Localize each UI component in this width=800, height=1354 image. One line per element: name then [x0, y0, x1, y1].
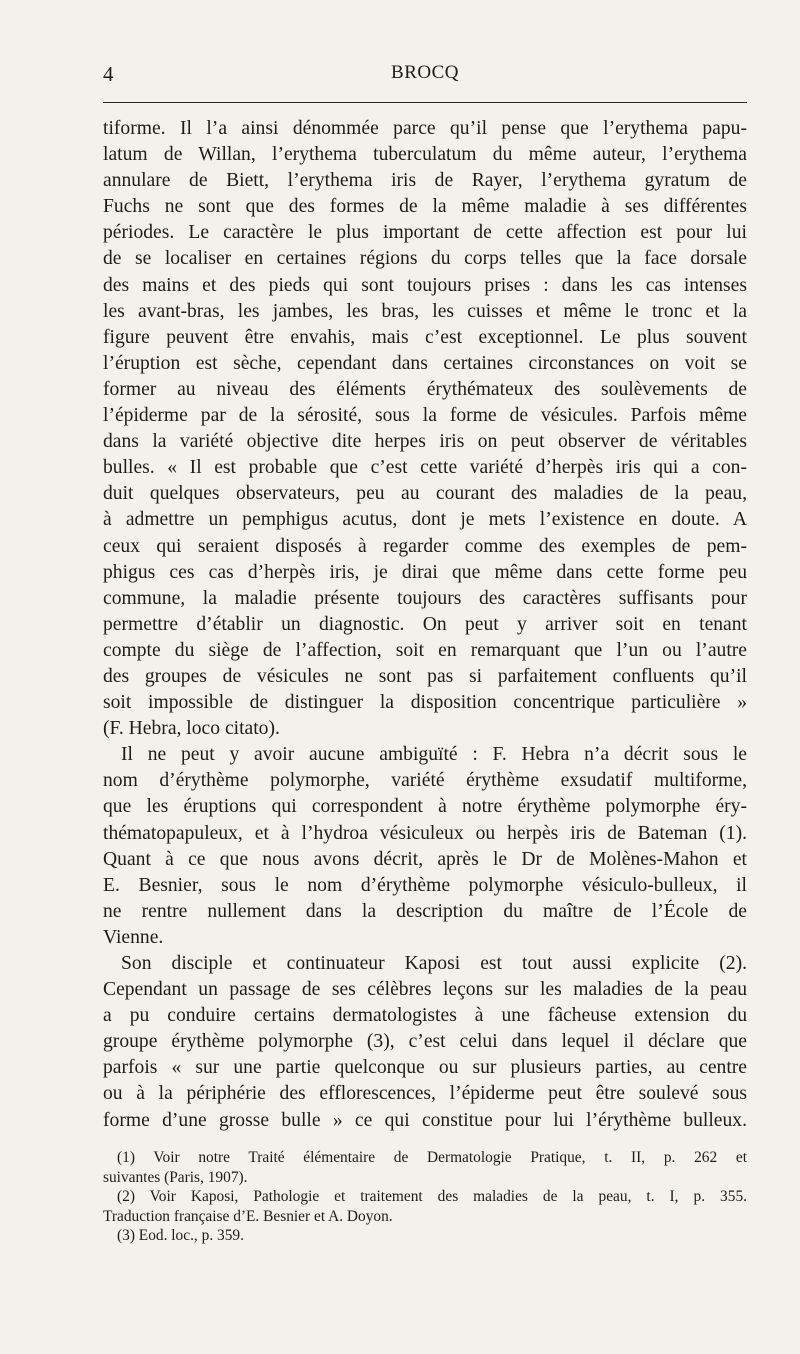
- text-line: l’épiderme par de la sérosité, sous la forme de vésicules. Parfois même: [103, 405, 747, 427]
- text-line: à admettre un pemphigus acutus, dont je mets l’existence en doute. A: [103, 509, 747, 531]
- text-line: l’éruption est sèche, cependant dans certaines circonstances on voit se: [103, 352, 747, 374]
- text-line: permettre d’établir un diagnostic. On peut y arriver soit en tenant: [103, 613, 747, 635]
- footnote-line: Traduction française d’E. Besnier et A. Doyon.: [103, 1207, 393, 1225]
- text-line: Son disciple et continuateur Kaposi est tout aussi explicite (2).: [121, 953, 747, 974]
- text-line: commune, la maladie présente toujours des caractères suffisants pour: [103, 587, 747, 609]
- text-line: soit impossible de distinguer la disposition concentrique particulière »: [103, 692, 747, 714]
- text-line: périodes. Le caractère le plus important de cette affection est pour lui: [103, 222, 747, 244]
- text-line: que les éruptions qui correspondent à notre érythème polymorphe éry-: [103, 796, 747, 818]
- text-line: Quant à ce que nous avons décrit, après le Dr de Molènes-Mahon et: [103, 848, 747, 870]
- text-line: ceux qui seraient disposés à regarder comme des exemples de pem-: [103, 535, 747, 557]
- text-line: ne rentre nullement dans la description du maître de l’École de: [103, 900, 747, 922]
- footnote-line: (1) Voir notre Traité élémentaire de Dermatologie Pratique, t. II, p. 262 et: [117, 1149, 747, 1166]
- text-line: annulare de Biett, l’erythema iris de Rayer, l’erythema gyratum de: [103, 170, 747, 192]
- text-line: a pu conduire certains dermatologistes à une fâcheuse extension du: [103, 1005, 747, 1027]
- text-line: phigus ces cas d’herpès iris, je dirai que même dans cette forme peu: [103, 561, 747, 583]
- text-line: des groupes de vésicules ne sont pas si parfaitement confluents qu’il: [103, 665, 747, 687]
- text-line: compte du siège de l’affection, soit en remarquant que l’un ou l’autre: [103, 639, 747, 661]
- header-rule: [103, 102, 747, 103]
- main-text: [103, 116, 747, 1134]
- text-line: nom d’érythème polymorphe, variété érythème exsudatif multiforme,: [103, 770, 747, 792]
- text-line: Fuchs ne sont que des formes de la même maladie à ses différentes: [103, 196, 747, 218]
- text-line: tiforme. Il l’a ainsi dénommée parce qu’il pense que l’erythema papu-: [103, 118, 747, 139]
- footnote-line: suivantes (Paris, 1907).: [103, 1168, 248, 1186]
- footnote-line: (2) Voir Kaposi, Pathologie et traitement des maladies de la peau, t. I, p. 355.: [117, 1188, 747, 1205]
- running-title: BROCQ: [391, 62, 459, 83]
- text-line: former au niveau des éléments érythémateux des soulèvements de: [103, 378, 747, 400]
- text-line: Il ne peut y avoir aucune ambiguïté : F. Hebra n’a décrit sous le: [121, 744, 747, 766]
- text-line: latum de Willan, l’erythema tuberculatum du même auteur, l’erythema: [103, 144, 747, 166]
- text-line: Vienne.: [103, 926, 164, 948]
- page-header: [103, 62, 747, 88]
- text-line: (F. Hebra, loco citato).: [103, 718, 280, 740]
- text-line: de se localiser en certaines régions du corps telles que la face dorsale: [103, 248, 747, 270]
- text-line: des mains et des pieds qui sont toujours prises : dans les cas intenses: [103, 274, 747, 296]
- footnote-line: (3) Eod. loc., p. 359.: [117, 1227, 244, 1244]
- text-line: les avant-bras, les jambes, les bras, les cuisses et même le tronc et la: [103, 300, 747, 322]
- text-line: E. Besnier, sous le nom d’érythème polymorphe vésiculo-bulleux, il: [103, 874, 747, 896]
- text-line: thématopapuleux, et à l’hydroa vésiculeux ou herpès iris de Bateman (1).: [103, 822, 747, 844]
- text-line: figure peuvent être envahis, mais c’est exceptionnel. Le plus souvent: [103, 326, 747, 348]
- text-line: duit quelques observateurs, peu au courant des maladies de la peau,: [103, 483, 747, 505]
- footnotes: [103, 1148, 747, 1246]
- text-line: Cependant un passage de ses célèbres leçons sur les maladies de la peau: [103, 979, 747, 1001]
- text-line: dans la variété objective dite herpes iris on peut observer de véritables: [103, 431, 747, 453]
- text-line: forme d’une grosse bulle » ce qui constitue pour lui l’érythème bulleux.: [103, 1109, 747, 1131]
- text-line: parfois « sur une partie quelconque ou sur plusieurs parties, au centre: [103, 1057, 747, 1079]
- text-line: groupe érythème polymorphe (3), c’est celui dans lequel il déclare que: [103, 1031, 747, 1053]
- page-number: 4: [103, 62, 114, 86]
- text-line: ou à la périphérie des efflorescences, l’épiderme peut être soulevé sous: [103, 1083, 747, 1105]
- text-line: bulles. « Il est probable que c’est cette variété d’herpès iris qui a con-: [103, 457, 747, 479]
